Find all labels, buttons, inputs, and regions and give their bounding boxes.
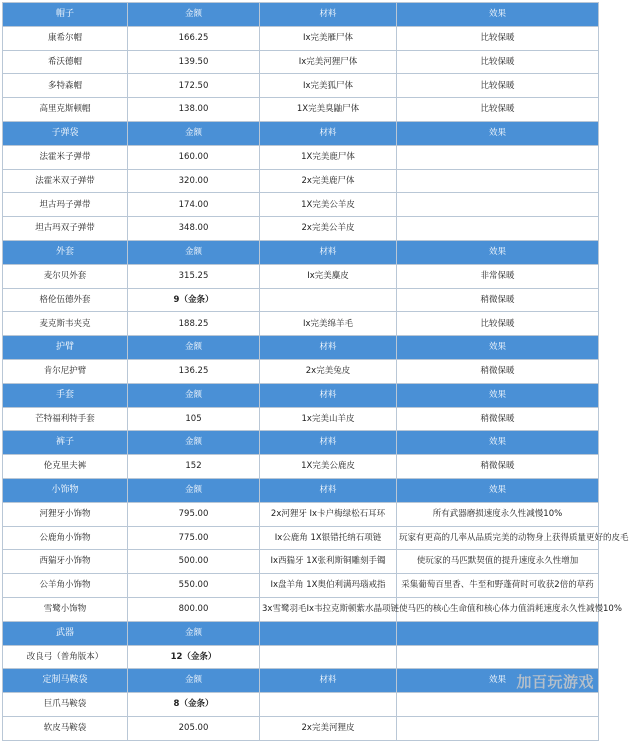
material-header: 材料 xyxy=(260,669,397,693)
section-title: 子弹袋 xyxy=(3,121,128,145)
price-cell: 9（金条） xyxy=(128,288,260,312)
amount-header: 金额 xyxy=(128,669,260,693)
table-row xyxy=(3,550,599,574)
amount-header: 金额 xyxy=(128,431,260,455)
price-cell: 136.25 xyxy=(128,359,260,383)
table-row xyxy=(3,502,599,526)
table-row xyxy=(3,288,599,312)
effect-header: 效果 xyxy=(397,121,599,145)
section-title: 定制马鞍袋 xyxy=(3,669,128,693)
item-name-cell: 改良弓（普角版本） xyxy=(3,645,128,669)
item-name-cell: 肯尔尼护臂 xyxy=(3,359,128,383)
table-row xyxy=(3,145,599,169)
table-row xyxy=(3,217,599,241)
price-cell: 105 xyxy=(128,407,260,431)
material-cell xyxy=(260,645,397,669)
amount-header: 金额 xyxy=(128,336,260,360)
item-name-cell: 公鹿角小饰物 xyxy=(3,526,128,550)
material-cell: 2x河狸牙 Ix卡户梅绿松石耳环 xyxy=(260,502,397,526)
price-cell: 320.00 xyxy=(128,169,260,193)
item-name-cell: 伦克里夫裤 xyxy=(3,455,128,479)
item-name-cell: 麦尔贝外套 xyxy=(3,264,128,288)
effect-cell xyxy=(397,693,599,717)
effect-header xyxy=(397,621,599,645)
material-header: 材料 xyxy=(260,121,397,145)
material-cell: Ix完美河狸尸体 xyxy=(260,50,397,74)
material-cell: 1X完美公鹿皮 xyxy=(260,455,397,479)
price-cell: 205.00 xyxy=(128,716,260,740)
table-body xyxy=(3,3,629,741)
item-name-cell: 雪鹭小饰物 xyxy=(3,597,128,621)
item-name-cell: 西猯牙小饰物 xyxy=(3,550,128,574)
material-cell: Ix公鹿角 1X银错托纳石项链 xyxy=(260,526,397,550)
table-row xyxy=(3,312,599,336)
section-header xyxy=(3,240,599,264)
table-row xyxy=(3,526,599,550)
price-cell: 500.00 xyxy=(128,550,260,574)
price-table xyxy=(2,2,629,741)
material-cell: 1x完美山羊皮 xyxy=(260,407,397,431)
price-cell: 8（金条） xyxy=(128,693,260,717)
section-title: 武器 xyxy=(3,621,128,645)
material-cell: Ix完美雁尸体 xyxy=(260,26,397,50)
effect-header: 效果 xyxy=(397,383,599,407)
effect-cell xyxy=(397,169,599,193)
material-cell: Ix完美狐尸体 xyxy=(260,74,397,98)
effect-header: 效果 xyxy=(397,3,599,27)
section-title: 护臂 xyxy=(3,336,128,360)
section-title: 帽子 xyxy=(3,3,128,27)
section-header xyxy=(3,383,599,407)
effect-cell: 所有武器磨损速度永久性减慢10% xyxy=(397,502,599,526)
material-header: 材料 xyxy=(260,3,397,27)
price-cell: 160.00 xyxy=(128,145,260,169)
item-name-cell: 法霍米双子弹带 xyxy=(3,169,128,193)
table-row xyxy=(3,98,599,122)
effect-cell: 采集葡萄百里香、牛至和野蓬荷时可收获2倍的草药 xyxy=(397,574,599,598)
effect-cell: 稍微保暖 xyxy=(397,407,599,431)
section-header xyxy=(3,478,599,502)
item-name-cell: 高里克斯顿帽 xyxy=(3,98,128,122)
effect-cell: 使玩家的马匹默契值的提升速度永久性增加 xyxy=(397,550,599,574)
material-cell: Ix完美麋皮 xyxy=(260,264,397,288)
effect-cell: 比较保暖 xyxy=(397,26,599,50)
table-row xyxy=(3,50,599,74)
price-cell: 166.25 xyxy=(128,26,260,50)
effect-cell: 稍微保暖 xyxy=(397,288,599,312)
section-header xyxy=(3,121,599,145)
material-cell xyxy=(260,693,397,717)
price-cell: 775.00 xyxy=(128,526,260,550)
material-header: 材料 xyxy=(260,431,397,455)
effect-cell: 玩家有更高的几率从品质完美的动物身上获得质量更好的皮毛 xyxy=(397,526,599,550)
price-cell: 348.00 xyxy=(128,217,260,241)
price-cell: 152 xyxy=(128,455,260,479)
item-name-cell: 坦古玛子弹带 xyxy=(3,193,128,217)
item-name-cell: 公羊角小饰物 xyxy=(3,574,128,598)
effect-cell: 比较保暖 xyxy=(397,50,599,74)
section-header xyxy=(3,3,599,27)
amount-header: 金额 xyxy=(128,383,260,407)
price-cell: 12（金条） xyxy=(128,645,260,669)
material-cell: 1X完美臭鼬尸体 xyxy=(260,98,397,122)
item-name-cell: 希沃德帽 xyxy=(3,50,128,74)
effect-cell xyxy=(397,145,599,169)
section-title: 手套 xyxy=(3,383,128,407)
effect-cell: 比较保暖 xyxy=(397,74,599,98)
material-cell: 2x完美河狸皮 xyxy=(260,716,397,740)
effect-cell: 非常保暖 xyxy=(397,264,599,288)
table-row xyxy=(3,26,599,50)
price-cell: 800.00 xyxy=(128,597,260,621)
material-header: 材料 xyxy=(260,336,397,360)
table-row xyxy=(3,74,599,98)
effect-cell: 比较保暖 xyxy=(397,98,599,122)
section-header xyxy=(3,621,599,645)
effect-cell: 使马匹的核心生命值和核心体力值消耗速度永久性减慢10% xyxy=(397,597,599,621)
effect-header: 效果 xyxy=(397,431,599,455)
material-cell: Ix完美绵羊毛 xyxy=(260,312,397,336)
table-row xyxy=(3,407,599,431)
material-cell: Ix盘羊角 1X奥伯利满玛瑙戒指 xyxy=(260,574,397,598)
price-cell: 188.25 xyxy=(128,312,260,336)
section-title: 裤子 xyxy=(3,431,128,455)
price-cell: 174.00 xyxy=(128,193,260,217)
section-header xyxy=(3,669,599,693)
price-cell: 550.00 xyxy=(128,574,260,598)
effect-cell: 比较保暖 xyxy=(397,312,599,336)
material-header: 材料 xyxy=(260,478,397,502)
amount-header: 金额 xyxy=(128,121,260,145)
section-title: 小饰物 xyxy=(3,478,128,502)
effect-header: 效果 xyxy=(397,478,599,502)
material-cell: 2x完美公羊皮 xyxy=(260,217,397,241)
item-name-cell: 坦古玛双子弹带 xyxy=(3,217,128,241)
effect-cell xyxy=(397,217,599,241)
effect-cell: 稍微保暖 xyxy=(397,455,599,479)
table-row xyxy=(3,193,599,217)
price-cell: 139.50 xyxy=(128,50,260,74)
table-row xyxy=(3,693,599,717)
section-title: 外套 xyxy=(3,240,128,264)
amount-header: 金额 xyxy=(128,478,260,502)
item-name-cell: 格伦伍德外套 xyxy=(3,288,128,312)
material-header: 材料 xyxy=(260,240,397,264)
table-row xyxy=(3,645,599,669)
effect-header: 效果 xyxy=(397,240,599,264)
material-cell: 1X完美公羊皮 xyxy=(260,193,397,217)
amount-header: 金额 xyxy=(128,3,260,27)
effect-cell xyxy=(397,645,599,669)
site-watermark: 加百玩游戏 xyxy=(516,673,594,691)
table-row xyxy=(3,264,599,288)
material-cell: 2x完美兔皮 xyxy=(260,359,397,383)
material-header xyxy=(260,621,397,645)
material-cell: 1X完美鹿尸体 xyxy=(260,145,397,169)
price-cell: 315.25 xyxy=(128,264,260,288)
price-cell: 172.50 xyxy=(128,74,260,98)
amount-header: 金额 xyxy=(128,621,260,645)
effect-header: 效果 xyxy=(397,669,599,693)
item-name-cell: 康希尔帽 xyxy=(3,26,128,50)
section-header xyxy=(3,431,599,455)
table-row xyxy=(3,597,599,621)
item-name-cell: 巨爪马鞍袋 xyxy=(3,693,128,717)
material-cell: Ix西猯牙 1X张利斯铜雕刻手镯 xyxy=(260,550,397,574)
item-name-cell: 河狸牙小饰物 xyxy=(3,502,128,526)
effect-cell xyxy=(397,193,599,217)
item-name-cell: 麦克斯韦夹克 xyxy=(3,312,128,336)
item-name-cell: 多特森帽 xyxy=(3,74,128,98)
table-row xyxy=(3,716,599,740)
price-cell: 795.00 xyxy=(128,502,260,526)
item-name-cell: 芒特福利特手套 xyxy=(3,407,128,431)
table-row xyxy=(3,359,599,383)
item-name-cell: 软皮马鞍袋 xyxy=(3,716,128,740)
table-row xyxy=(3,455,599,479)
effect-header: 效果 xyxy=(397,336,599,360)
price-cell: 138.00 xyxy=(128,98,260,122)
section-header xyxy=(3,336,599,360)
material-cell: 3x雪鹭羽毛Ix韦拉克斯顿紫水晶项链 xyxy=(260,597,397,621)
amount-header: 金额 xyxy=(128,240,260,264)
material-header: 材料 xyxy=(260,383,397,407)
material-cell xyxy=(260,288,397,312)
table-row xyxy=(3,169,599,193)
material-cell: 2x完美鹿尸体 xyxy=(260,169,397,193)
item-name-cell: 法霍米子弹带 xyxy=(3,145,128,169)
table-row xyxy=(3,574,599,598)
effect-cell xyxy=(397,716,599,740)
effect-cell: 稍微保暖 xyxy=(397,359,599,383)
